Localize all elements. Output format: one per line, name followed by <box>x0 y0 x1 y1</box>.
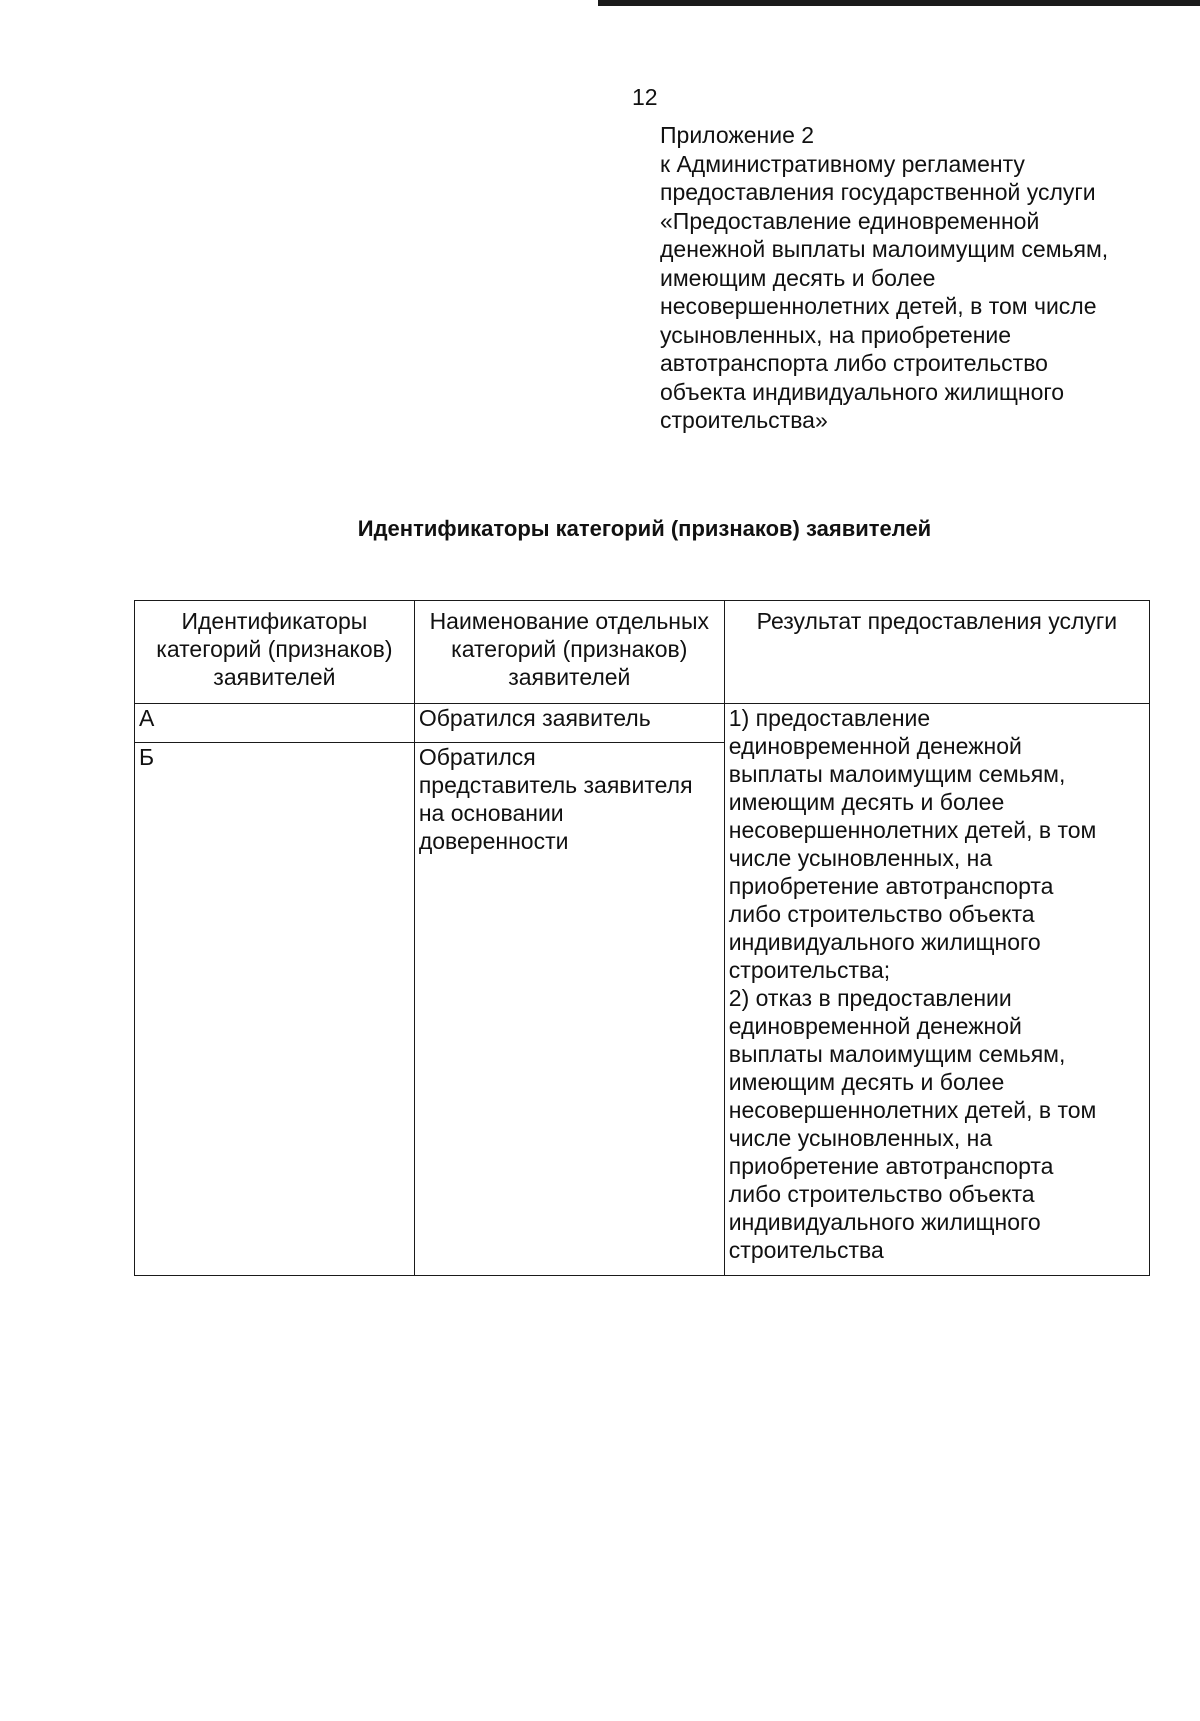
appendix-line: несовершеннолетних детей, в том числе <box>660 293 1097 319</box>
cell-line: доверенности <box>418 828 569 854</box>
result-line: числе усыновленных, на <box>728 1125 993 1151</box>
result-line: строительства <box>728 1237 884 1263</box>
header-line: категорий (признаков) <box>156 636 393 662</box>
appendix-header <box>660 121 1180 435</box>
cell-line: на основании <box>418 800 564 826</box>
appendix-line: предоставления государственной услуги <box>660 179 1096 205</box>
header-line: заявителей <box>213 664 336 690</box>
header-service-result <box>724 601 1149 704</box>
result-line: несовершеннолетних детей, в том <box>728 1097 1097 1123</box>
cell-line: Обратился заявитель <box>418 705 651 731</box>
applicant-categories-table <box>134 600 1150 1276</box>
result-line: либо строительство объекта <box>728 901 1035 927</box>
header-line: категорий (признаков) <box>451 636 688 662</box>
result-line: либо строительство объекта <box>728 1181 1035 1207</box>
cell-service-result <box>724 704 1149 1276</box>
result-line: единовременной денежной <box>728 1013 1022 1039</box>
table-row <box>135 704 1150 743</box>
header-line: Результат предоставления услуги <box>756 608 1118 634</box>
scan-edge-bar <box>598 0 1200 6</box>
result-line: приобретение автотранспорта <box>728 1153 1054 1179</box>
document-title: Идентификаторы категорий (признаков) заявителей <box>357 516 932 541</box>
appendix-line: строительства» <box>660 407 828 433</box>
result-line: выплаты малоимущим семьям, <box>728 761 1066 787</box>
appendix-line: объекта индивидуального жилищного <box>660 378 1065 405</box>
header-line: Идентификаторы <box>181 608 368 634</box>
result-line: имеющим десять и более <box>728 789 1005 815</box>
result-line: приобретение автотранспорта <box>728 873 1054 899</box>
result-line: числе усыновленных, на <box>728 845 993 871</box>
cell-line: Обратился <box>418 744 536 770</box>
result-line: несовершеннолетних детей, в том <box>728 817 1097 843</box>
appendix-line: к Административному регламенту <box>660 150 1025 177</box>
result-line: выплаты малоимущим семьям, <box>728 1041 1066 1067</box>
result-line: имеющим десять и более <box>728 1069 1005 1095</box>
page-number: 12 <box>632 84 658 110</box>
appendix-line: денежной выплаты малоимущим семьям, <box>660 236 1109 262</box>
header-line: заявителей <box>508 664 631 690</box>
result-line: единовременной денежной <box>728 733 1022 759</box>
header-identifiers <box>135 601 415 704</box>
appendix-line: усыновленных, на приобретение <box>660 321 1012 348</box>
appendix-line: автотранспорта либо строительство <box>660 350 1048 376</box>
appendix-line: имеющим десять и более <box>660 264 936 291</box>
cell-identifier: А <box>135 704 415 743</box>
result-line: индивидуального жилищного <box>728 1209 1041 1235</box>
cell-identifier: Б <box>135 743 415 1276</box>
cell-line: представитель заявителя <box>418 772 693 798</box>
cell-category-name <box>414 704 724 743</box>
cell-category-name <box>414 743 724 1276</box>
table-header-row <box>135 601 1150 704</box>
result-line: строительства; <box>728 957 891 983</box>
header-line: Наименование отдельных <box>429 608 710 634</box>
appendix-line: Приложение 2 <box>660 122 815 148</box>
header-category-names <box>414 601 724 704</box>
appendix-line: «Предоставление единовременной <box>660 207 1040 234</box>
result-line: индивидуального жилищного <box>728 929 1041 955</box>
result-line: 1) предоставление <box>728 705 931 731</box>
result-line: 2) отказ в предоставлении <box>728 985 1012 1011</box>
